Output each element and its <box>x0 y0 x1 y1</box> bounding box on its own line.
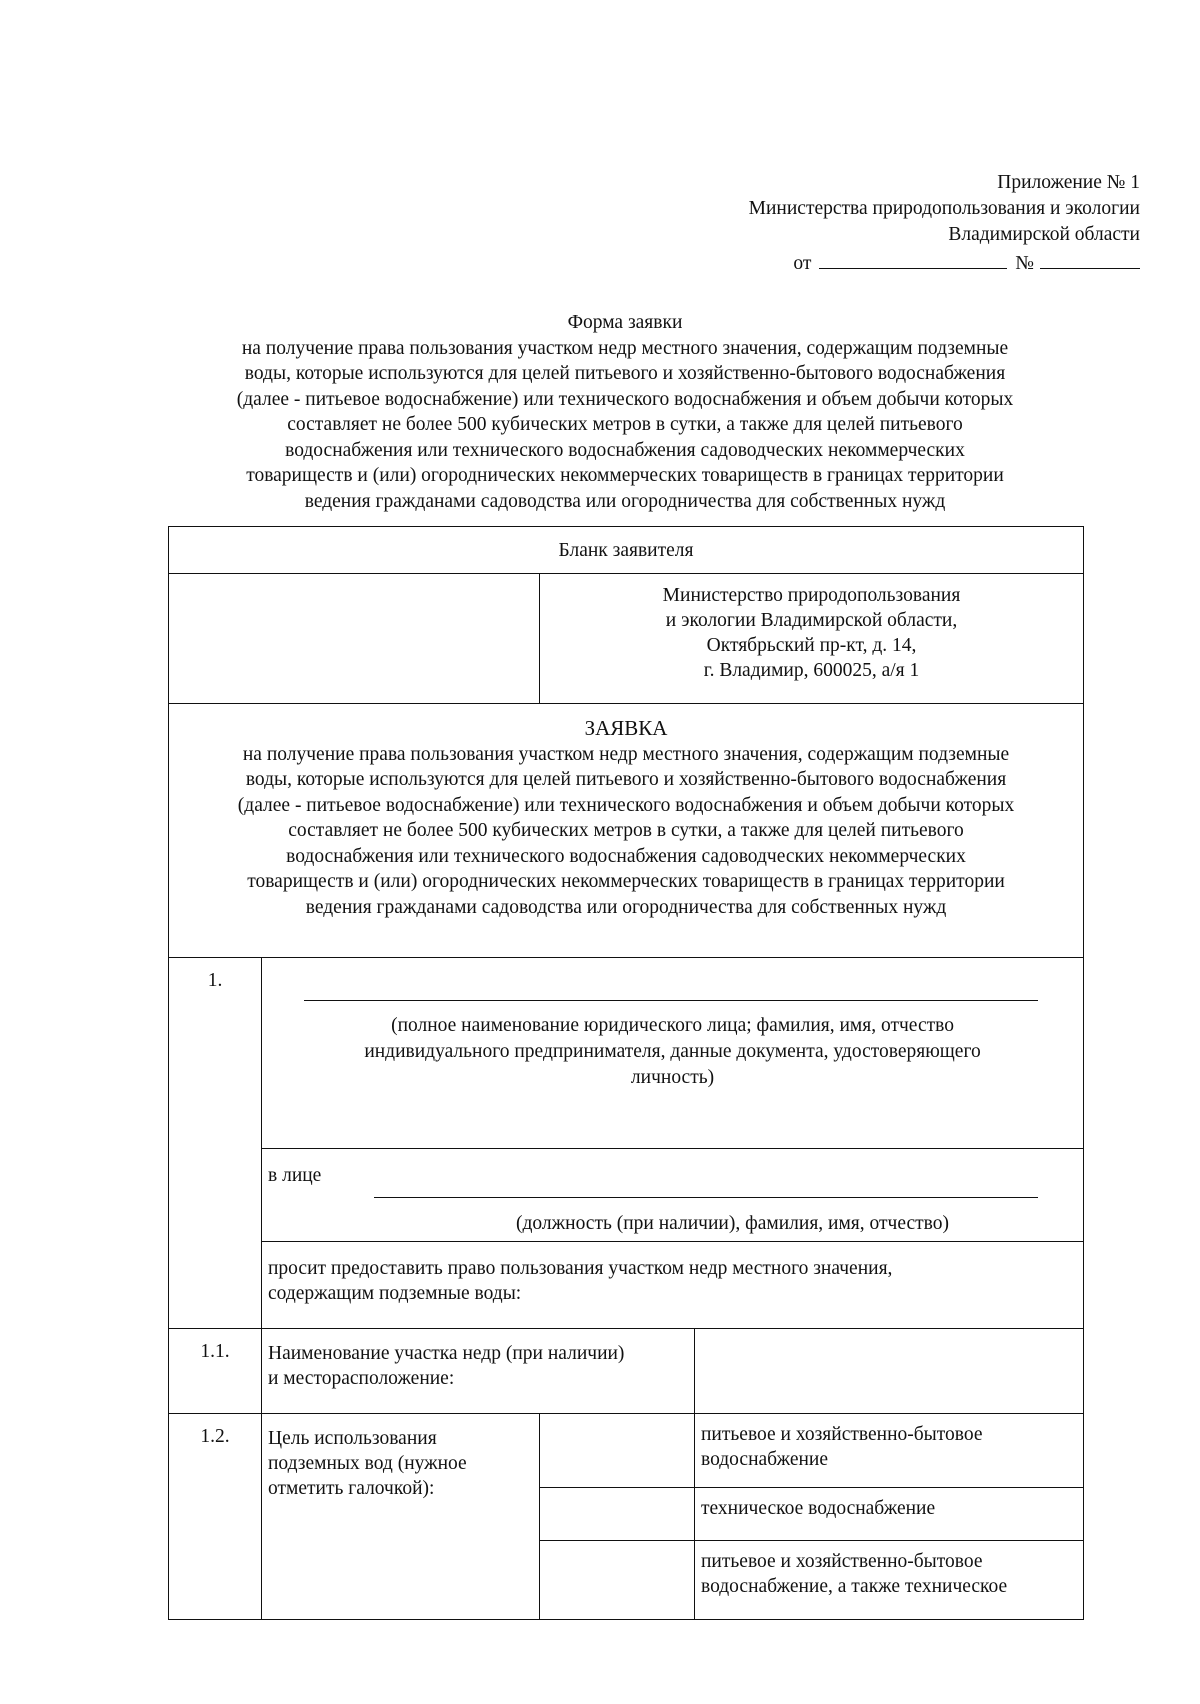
application-heading-row <box>169 704 1084 958</box>
plot-name-label-line: и месторасположение: <box>268 1368 455 1389</box>
applicant-name-field[interactable] <box>262 958 1084 1149</box>
purpose-label-line: подземных вод (нужное <box>268 1453 467 1474</box>
appendix-line-3: Владимирской области <box>948 224 1140 245</box>
plot-name-input-cell[interactable] <box>695 1329 1084 1414</box>
letterhead-row <box>169 527 1084 574</box>
purpose-label-cell <box>262 1414 540 1620</box>
appendix-line-2: Министерства природопользования и экологии <box>748 198 1140 219</box>
form-title-line: товариществ и (или) огороднических некоммерческих товариществ в границах территории <box>246 465 1004 486</box>
purpose-option-line: водоснабжение <box>701 1449 828 1470</box>
form-title-line: воды, которые используются для целей питьевого и хозяйственно-бытового водоснабжения <box>244 363 1006 384</box>
representative-line <box>374 1197 1038 1198</box>
applicant-caption <box>262 1001 1083 1091</box>
purpose-option-line: техническое водоснабжение <box>701 1498 936 1519</box>
application-heading: ЗАЯВКА <box>584 716 668 740</box>
purpose-option-technical <box>695 1488 1084 1541</box>
section-1-2-row-1 <box>169 1414 1084 1488</box>
purpose-checkbox-both[interactable] <box>540 1541 695 1620</box>
request-line: просит предоставить право пользования участком недр местного значения, <box>268 1258 893 1279</box>
applicant-caption-line: индивидуального предпринимателя, данные документа, удостоверяющего <box>364 1041 981 1062</box>
purpose-label-line: отметить галочкой): <box>268 1478 435 1499</box>
representative-field[interactable] <box>262 1149 1084 1242</box>
form-title-line: водоснабжения или технического водоснабжения садоводческих некоммерческих <box>285 439 965 461</box>
appendix-block <box>749 170 1140 277</box>
address-line: Министерство природопользования <box>662 585 961 606</box>
date-blank-line <box>819 248 1007 269</box>
plot-name-label-cell <box>262 1329 695 1414</box>
letterhead-cell: Бланк заявителя <box>169 527 1084 574</box>
section-1-2-number: 1.2. <box>169 1414 262 1620</box>
purpose-checkbox-technical[interactable] <box>540 1488 695 1541</box>
request-line: содержащим подземные воды: <box>268 1283 522 1304</box>
appendix-line-1: Приложение № 1 <box>997 172 1140 193</box>
section-1-1-row <box>169 1329 1084 1414</box>
request-text-cell <box>262 1242 1084 1329</box>
purpose-option-line: питьевое и хозяйственно-бытовое <box>701 1424 983 1445</box>
purpose-option-line: водоснабжение, а также техническое <box>701 1576 1008 1597</box>
purpose-option-both <box>695 1541 1084 1620</box>
applicant-caption-line: (полное наименование юридического лица; фамилия, имя, отчество <box>391 1015 954 1036</box>
number-label: № <box>1015 253 1034 274</box>
address-line: Октябрьский пр-кт, д. 14, <box>706 635 917 656</box>
form-title-block <box>160 310 1090 514</box>
form-title-line: составляет не более 500 кубических метров в сутки, а также для целей питьевого <box>287 414 963 435</box>
section-1-applicant-row <box>169 958 1084 1149</box>
application-line: товариществ и (или) огороднических некоммерческих товариществ в границах территории <box>247 871 1005 892</box>
plot-name-label-line: Наименование участка недр (при наличии) <box>268 1343 625 1364</box>
representative-label: в лице <box>268 1165 322 1186</box>
address-line: и экологии Владимирской области, <box>665 610 958 631</box>
application-form-table <box>168 526 1084 1620</box>
address-row <box>169 574 1084 704</box>
application-line: составляет не более 500 кубических метров в сутки, а также для целей питьевого <box>288 820 964 841</box>
from-label: от <box>793 253 812 274</box>
representative-caption: (должность (при наличии), фамилия, имя, отчество) <box>516 1213 949 1234</box>
section-1-1-number: 1.1. <box>169 1329 262 1414</box>
purpose-checkbox-drinking[interactable] <box>540 1414 695 1488</box>
form-title-line: ведения гражданами садоводства или огородничества для собственных нужд <box>304 490 946 512</box>
application-line: воды, которые используются для целей питьевого и хозяйственно-бытового водоснабжения <box>245 769 1007 790</box>
form-title-line: (далее - питьевое водоснабжение) или технического водоснабжения и объем добычи которых <box>236 388 1014 410</box>
form-title-line: на получение права пользования участком недр местного значения, содержащим подземные <box>241 337 1009 359</box>
section-1-number: 1. <box>169 958 262 1329</box>
application-line: (далее - питьевое водоснабжение) или технического водоснабжения и объем добычи которых <box>237 794 1015 816</box>
ministry-address-cell <box>540 574 1084 704</box>
number-blank-line <box>1040 248 1140 269</box>
application-line: ведения гражданами садоводства или огородничества для собственных нужд <box>305 896 947 918</box>
application-heading-cell <box>169 704 1084 958</box>
address-line: г. Владимир, 600025, а/я 1 <box>703 660 920 681</box>
purpose-option-line: питьевое и хозяйственно-бытовое <box>701 1551 983 1572</box>
representative-row <box>169 1149 1084 1242</box>
applicant-caption-line: личность) <box>630 1067 715 1088</box>
purpose-option-drinking <box>695 1414 1084 1488</box>
request-row <box>169 1242 1084 1329</box>
application-line: на получение права пользования участком недр местного значения, содержащим подземные <box>242 743 1010 765</box>
appendix-date-number-row <box>749 248 1140 277</box>
applicant-stamp-cell[interactable] <box>169 574 540 704</box>
purpose-label-line: Цель использования <box>268 1428 437 1449</box>
application-line: водоснабжения или технического водоснабжения садоводческих некоммерческих <box>286 845 966 867</box>
form-title-heading: Форма заявки <box>567 312 683 333</box>
